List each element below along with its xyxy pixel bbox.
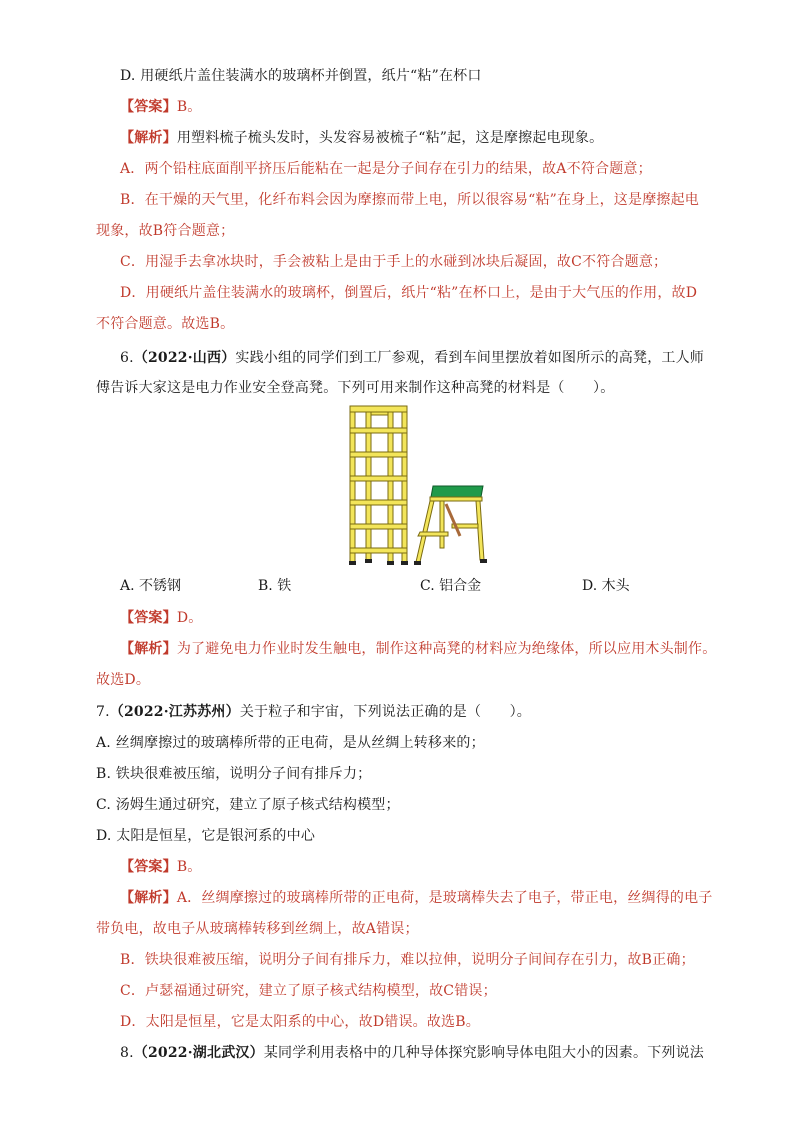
answer-tag: 【答案】 [120, 859, 177, 875]
q7-analysis-a-line2: 带负电，故电子从玻璃棒转移到丝绸上，故A错误； [96, 921, 419, 937]
q5-answer [120, 97, 730, 117]
analysis-text: A．丝绸摩擦过的玻璃棒所带的正电荷，是玻璃棒失去了电子，带正电，丝绸得的电子 [176, 890, 713, 906]
q7-analysis-a-line1 [120, 888, 730, 908]
safety-stool-figure [330, 404, 490, 570]
q7-analysis-c: C．卢瑟福通过研究，建立了原子核式结构模型，故C错误； [120, 983, 497, 999]
q5-analysis-d-line2: 不符合题意。故选B。 [96, 316, 235, 332]
q7-option-a: A. 丝绸摩擦过的玻璃棒所带的正电荷，是从丝绸上转移来的； [96, 735, 485, 751]
q5-analysis-a: A．两个铅柱底面削平挤压后能粘在一起是分子间存在引力的结果，故A不符合题意； [120, 161, 652, 177]
question-source: （2022·湖北武汉） [133, 1045, 264, 1061]
answer-value: B。 [176, 859, 202, 875]
q6-option-c: C. 铝合金 [420, 578, 482, 594]
analysis-text: 为了避免电力作业时发生触电，制作这种高凳的材料应为绝缘体，所以应用木头制作。 [176, 641, 717, 657]
q5-analysis-d-line1: D．用硬纸片盖住装满水的玻璃杯，倒置后，纸片“粘”在杯口上，是由于大气压的作用，故D [120, 285, 698, 301]
q6-answer [120, 608, 730, 628]
q8-stem [120, 1043, 730, 1063]
answer-value: B。 [176, 99, 202, 115]
analysis-text: 用塑料梳子梳头发时，头发容易被梳子“粘”起，这是摩擦起电现象。 [176, 130, 604, 146]
q6-option-b: B. 铁 [258, 578, 292, 594]
q7-option-d: D. 太阳是恒星，它是银河系的中心 [96, 828, 316, 844]
q7-stem [96, 702, 706, 722]
answer-value: D。 [176, 610, 203, 626]
question-stem: 某同学利用表格中的几种导体探究影响导体电阻大小的因素。下列说法 [263, 1045, 705, 1061]
analysis-tag: 【解析】 [120, 130, 177, 146]
q6-option-d: D. 木头 [582, 578, 630, 594]
question-stem: 关于粒子和宇宙，下列说法正确的是（ ）。 [239, 704, 532, 720]
q7-analysis-d: D．太阳是恒星，它是太阳系的中心，故D错误。故选B。 [120, 1014, 480, 1030]
q6-stem-line1 [120, 348, 730, 368]
short-step-stool [416, 486, 484, 562]
q5-analysis-intro [120, 128, 730, 148]
q5-analysis-b-line1: B．在干燥的天气里，化纤布料会因为摩擦而带上电，所以很容易“粘”在身上，这是摩擦起电 [120, 192, 699, 208]
q6-analysis-line1 [120, 639, 730, 659]
q5-option-d: D. 用硬纸片盖住装满水的玻璃杯并倒置，纸片“粘”在杯口 [120, 68, 482, 84]
q5-analysis-b-line2: 现象，故B符合题意； [96, 223, 235, 239]
q7-analysis-b: B．铁块很难被压缩，说明分子间有排斥力，难以拉伸，说明分子间间存在引力，故B正确； [120, 952, 695, 968]
q7-option-c: C. 汤姆生通过研究，建立了原子核式结构模型； [96, 797, 400, 813]
question-source: （2022·江苏苏州） [109, 704, 240, 720]
question-number: 6. [120, 350, 134, 366]
question-number: 8. [120, 1045, 134, 1061]
question-stem: 实践小组的同学们到工厂参观，看到车间里摆放着如图所示的高凳，工人师 [235, 350, 705, 366]
q6-stem-line2: 傅告诉大家这是电力作业安全登高凳。下列可用来制作这种高凳的材料是（ ）。 [96, 380, 615, 396]
q5-analysis-c: C．用湿手去拿冰块时，手会被粘上是由于手上的水碰到冰块后凝固，故C不符合题意； [120, 254, 668, 270]
question-source: （2022·山西） [133, 350, 236, 366]
q7-answer [120, 857, 730, 877]
tall-ladder-stool [350, 406, 407, 562]
q6-analysis-line2: 故选D。 [96, 672, 151, 688]
analysis-tag: 【解析】 [120, 641, 177, 657]
analysis-tag: 【解析】 [120, 890, 177, 906]
q6-option-a: A. 不锈钢 [120, 578, 182, 594]
answer-tag: 【答案】 [120, 610, 177, 626]
question-number: 7. [96, 704, 110, 720]
answer-tag: 【答案】 [120, 99, 177, 115]
q7-option-b: B. 铁块很难被压缩，说明分子间有排斥力； [96, 766, 372, 782]
